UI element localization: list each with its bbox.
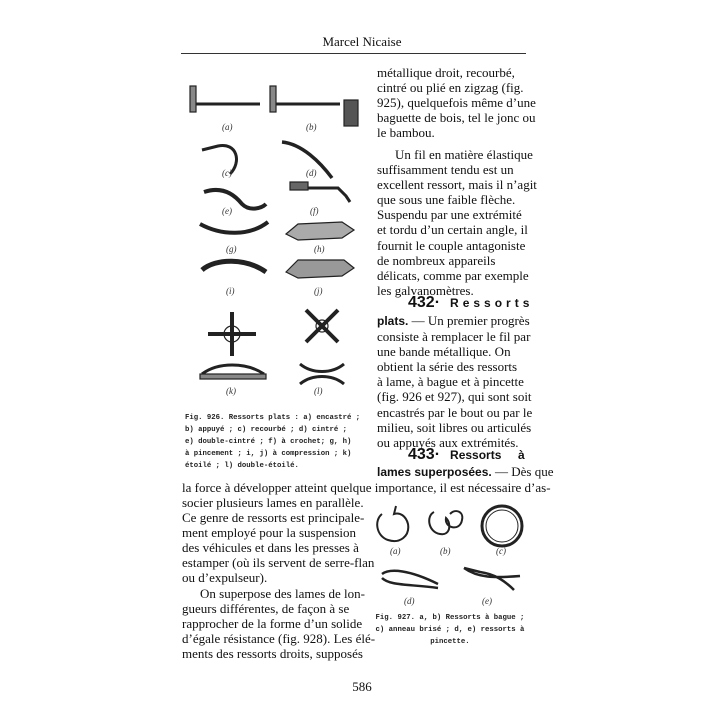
fig927-label-e: (e) bbox=[482, 596, 492, 606]
text-line: suffisamment tendu est un bbox=[377, 162, 514, 178]
left-bottom-paragraph-1 bbox=[182, 495, 375, 586]
section-title: Ressorts bbox=[450, 296, 534, 310]
text-line: gueurs différentes, de façon à se bbox=[182, 601, 350, 617]
fig927-label-a: (a) bbox=[390, 546, 401, 556]
text-line: cintré ou plié en zigzag (fig. bbox=[377, 80, 524, 96]
text-line: et tordu d’un certain angle, il bbox=[377, 222, 528, 238]
text-line: ou appuyés aux extrémités. bbox=[377, 434, 519, 450]
text-line: des véhicules et dans les presses à bbox=[182, 540, 359, 556]
fig926-label-a: (a) bbox=[222, 122, 233, 132]
right-column-paragraph-2 bbox=[377, 147, 537, 298]
text-line: consiste à remplacer le fil par bbox=[377, 329, 531, 345]
text-line: encastrés par le bout ou par le bbox=[377, 404, 533, 420]
fig926-label-l: (l) bbox=[314, 386, 323, 396]
caption-line: b) appuyé ; c) recourbé ; d) cintré ; bbox=[185, 426, 348, 434]
text-line: délicats, comme par exemple bbox=[377, 267, 529, 283]
text-line: — Dès que bbox=[491, 464, 554, 479]
text-line: (fig. 926 et 927), qui sont soit bbox=[377, 389, 532, 405]
text-line: ment employé pour la suspension bbox=[182, 525, 357, 541]
text-line: à lame, à bague et à pincette bbox=[377, 374, 524, 390]
figure-926-illustration bbox=[182, 62, 368, 400]
text-line: excellent ressort, mais il n’agit bbox=[377, 177, 537, 193]
section-number: 433 bbox=[408, 446, 435, 463]
fig926-label-i: (i) bbox=[226, 286, 235, 296]
text-line: Ce genre de ressorts est principale- bbox=[182, 510, 365, 526]
text-line: baguette de bois, tel le jonc ou bbox=[377, 110, 536, 126]
section-number: 432 bbox=[408, 294, 435, 311]
text-line: Suspendu par une extrémité bbox=[377, 207, 522, 223]
fig926-label-e: (e) bbox=[222, 206, 232, 216]
fig927-label-c: (c) bbox=[496, 546, 506, 556]
right-column-paragraph-1 bbox=[377, 65, 536, 141]
text-line: ments des ressorts droits, supposés bbox=[182, 646, 363, 662]
caption-line: à pincement ; i, j) à compression ; k) bbox=[185, 450, 352, 458]
section-433-heading: 433· Ressorts à bbox=[408, 446, 525, 463]
text-line: une bande métallique. On bbox=[377, 344, 511, 360]
fig926-label-b: (b) bbox=[306, 122, 317, 132]
text-line: le bambou. bbox=[377, 125, 435, 141]
section-432-body bbox=[377, 313, 533, 450]
text-line: ou d’expulseur). bbox=[182, 570, 268, 586]
fig927-label-b: (b) bbox=[440, 546, 451, 556]
section-433-title-line bbox=[377, 464, 553, 480]
text-line: 925), quelquefois même d’une bbox=[377, 95, 536, 111]
caption-line: e) double-cintré ; f) à crochet; g, h) bbox=[185, 438, 352, 446]
text-line: que sous une faible flèche. bbox=[377, 192, 516, 208]
text-line: milieu, soit libres ou articulés bbox=[377, 419, 532, 435]
fig926-caption bbox=[185, 412, 360, 472]
text-line: socier plusieurs lames en parallèle. bbox=[182, 495, 364, 510]
text-line: métallique droit, recourbé, bbox=[377, 65, 515, 80]
text-line: Un fil en matière élastique bbox=[395, 147, 533, 162]
fig926-label-k: (k) bbox=[226, 386, 236, 396]
page-number: 586 bbox=[352, 679, 372, 694]
running-header: Marcel Nicaise bbox=[322, 34, 402, 49]
figure-927-illustration bbox=[370, 498, 528, 610]
text-line: les galvanomètres. bbox=[377, 282, 474, 298]
text-line: de nombreux appareils bbox=[377, 252, 496, 268]
full-width-line: la force à développer atteint quelque importance, il est nécessaire d’as- bbox=[182, 480, 551, 495]
section-title-cont: plats. bbox=[377, 314, 409, 328]
fig926-label-f: (f) bbox=[310, 206, 319, 216]
fig926-label-g: (g) bbox=[226, 244, 237, 254]
fig926-label-h: (h) bbox=[314, 244, 325, 254]
header-rule bbox=[181, 53, 526, 54]
fig926-label-c: (c) bbox=[222, 168, 232, 178]
text-line: estamper (où ils servent de serre-flan bbox=[182, 555, 375, 571]
fig927-caption bbox=[372, 612, 528, 648]
text-line: fournit le couple antagoniste bbox=[377, 237, 526, 253]
section-432-heading: 432· Ressorts bbox=[408, 294, 534, 311]
section-title-end: à bbox=[518, 448, 525, 462]
caption-line: c) anneau brisé ; d, e) ressorts à bbox=[375, 626, 525, 634]
fig926-label-d: (d) bbox=[306, 168, 317, 178]
left-bottom-paragraph-2 bbox=[182, 586, 376, 662]
text-line: On superpose des lames de lon- bbox=[200, 586, 365, 601]
section-title: lames superposées. bbox=[377, 465, 492, 479]
caption-line: pincette. bbox=[430, 638, 470, 646]
fig927-label-d: (d) bbox=[404, 596, 415, 606]
text-line: d’égale résistance (fig. 928). Les élé- bbox=[182, 631, 376, 647]
caption-line: Fig. 927. a, b) Ressorts à bague ; bbox=[375, 614, 525, 622]
section-title: Ressorts bbox=[450, 448, 502, 462]
text-line: obtient la série des ressorts bbox=[377, 359, 518, 375]
fig926-label-j: (j) bbox=[314, 286, 323, 296]
caption-line: Fig. 926. Ressorts plats : a) encastré ; bbox=[185, 414, 361, 422]
text-line: rapprocher de la forme d’un solide bbox=[182, 616, 363, 632]
caption-line: étoilé ; l) double-étoilé. bbox=[185, 462, 299, 470]
text-line: — Un premier progrès bbox=[408, 313, 530, 328]
